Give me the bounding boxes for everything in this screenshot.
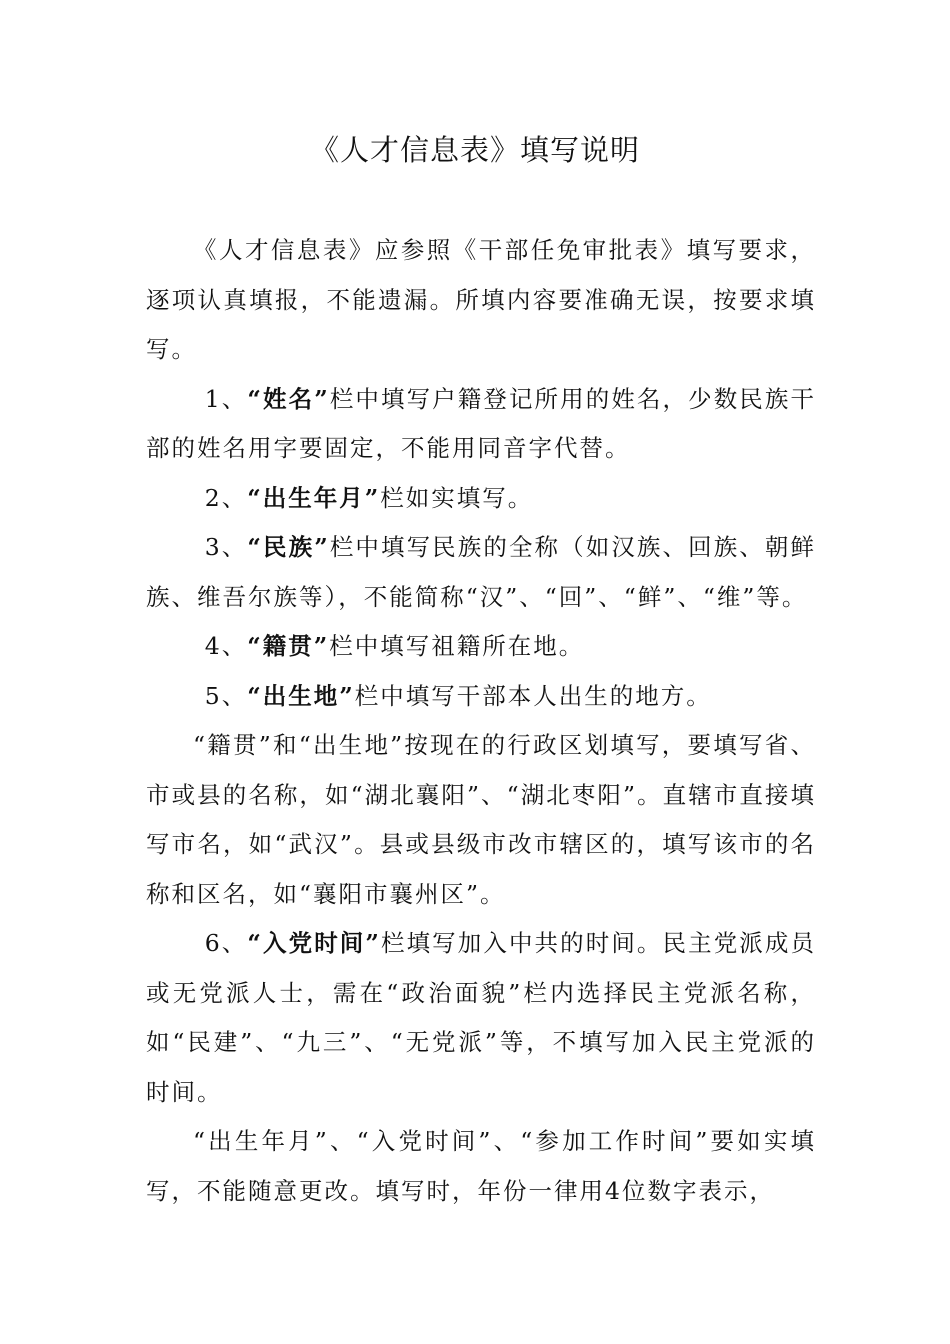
item-birth-date <box>146 474 816 524</box>
item-text: 栏中填写民族的全称（如汉族、回族、朝鲜族、维吾尔族等），不能简称“汉”、“回”、“鲜”、“维”等。 <box>146 533 816 611</box>
item-text: 栏如实填写。 <box>380 483 534 512</box>
item-birthplace <box>146 672 816 722</box>
item-number: 4、 <box>204 632 248 660</box>
item-number: 3、 <box>204 533 248 561</box>
item-name <box>146 375 816 474</box>
item-term: “姓名” <box>247 384 330 413</box>
document-title: 《人才信息表》填写说明 <box>309 133 640 167</box>
document-body <box>146 226 816 1216</box>
item-text: 栏中填写祖籍所在地。 <box>329 632 585 660</box>
item-text: 栏填写加入中共的时间。民主党派成员或无党派人士，需在“政治面貌”栏内选择民主党派名称，如“民建”、“九三”、“无党派”等，不填写加入民主党派的时间。 <box>146 929 816 1106</box>
item-number: 5、 <box>204 681 248 710</box>
time-note-paragraph: “出生年月”、“入党时间”、“参加工作时间”要如实填写，不能随意更改。填写时，年份一律用4位数字表示， <box>146 1127 816 1205</box>
intro-paragraph: 《人才信息表》应参照《干部任免审批表》填写要求，逐项认真填报，不能遗漏。所填内容要准确无误，按要求填写。 <box>146 236 816 363</box>
item-term: “出生地” <box>247 681 355 710</box>
item-number: 6、 <box>204 929 248 957</box>
item-number: 1、 <box>204 384 248 413</box>
item-term: “民族” <box>247 533 330 561</box>
item-term: “出生年月” <box>247 483 381 512</box>
item-party-join-date <box>146 919 816 1117</box>
item-native-place <box>146 622 816 672</box>
item-ethnicity <box>146 523 816 622</box>
item-term: “籍贯” <box>247 632 330 660</box>
item-text: 栏中填写干部本人出生的地方。 <box>354 681 712 710</box>
item-number: 2、 <box>204 483 248 512</box>
place-note-paragraph: “籍贯”和“出生地”按现在的行政区划填写，要填写省、市或县的名称，如“湖北襄阳”、“湖北枣阳”。直辖市直接填写市名，如“武汉”。县或县级市改市辖区的，填写该市的名称和区名，如“襄阳市襄州区”。 <box>146 731 816 908</box>
item-term: “入党时间” <box>247 929 381 957</box>
item-text: 栏中填写户籍登记所用的姓名，少数民族干部的姓名用字要固定，不能用同音字代替。 <box>146 384 816 462</box>
